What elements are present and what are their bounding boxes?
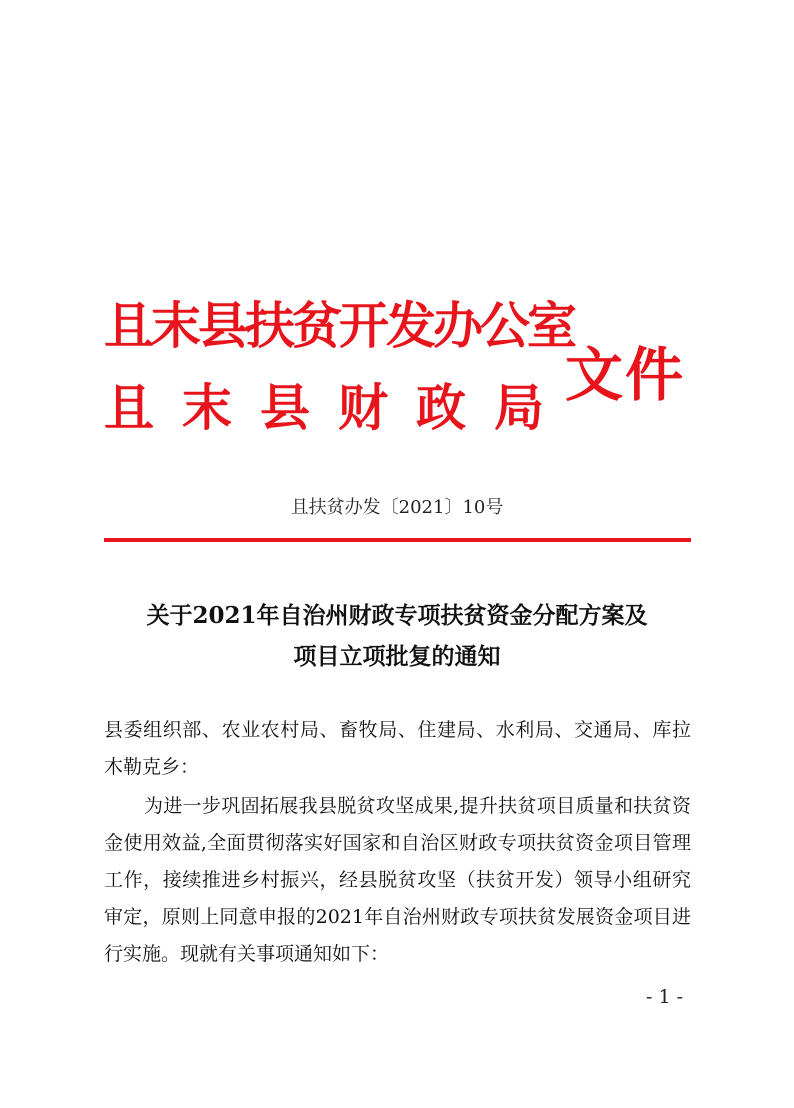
body-paragraph: 为进一步巩固拓展我县脱贫攻坚成果,提升扶贫项目质量和扶贫资金使用效益,全面贯彻落实好国家和自治区财政专项扶贫资金项目管理工作，接续推进乡村振兴，经县脱贫攻坚（扶贫开发）领导小组研究审定，原则上同意申报的2021年自治州财政专项扶贫发展资金项目进行实施。现就有关事项通知如下： [104, 795, 691, 965]
page-number: - 1 - [646, 986, 684, 1008]
document-number: 且扶贫办发〔2021〕10号 [290, 497, 504, 518]
document-title-line-1: 关于2021年自治州财政专项扶贫资金分配方案及 [146, 602, 648, 629]
issuing-org-line-1: 且末县扶贫开发办公室 [104, 297, 574, 355]
addressee: 县委组织部、农业农村局、畜牧局、住建局、水利局、交通局、库拉木勒克乡： [104, 719, 691, 778]
document-title-line-2: 项目立项批复的通知 [293, 643, 501, 670]
red-header-divider [104, 538, 691, 542]
issuing-org-line-2: 且末县财政局 [104, 379, 572, 437]
document-type-label: 文件 [565, 341, 686, 409]
